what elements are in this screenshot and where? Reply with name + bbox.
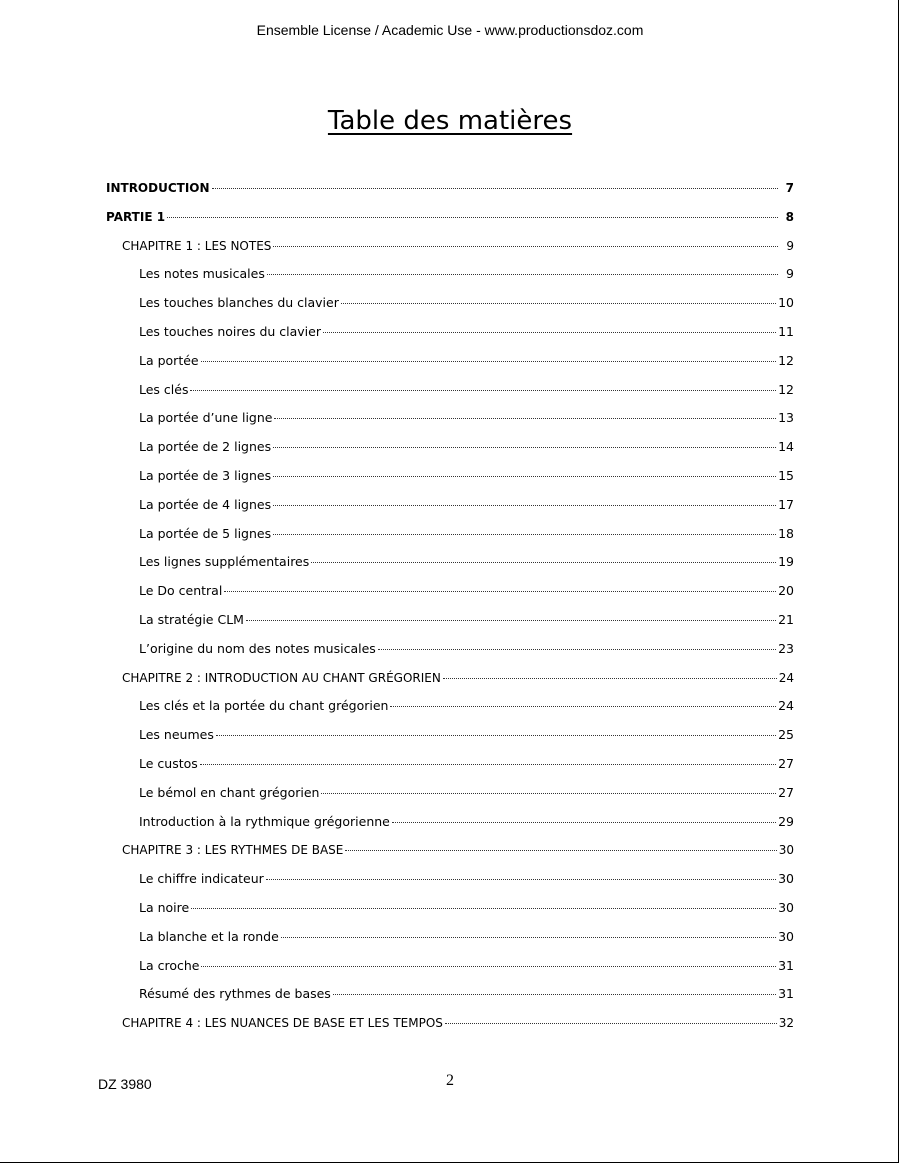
toc-entry-label: Le bémol en chant grégorien	[139, 784, 320, 800]
toc-dot-leader	[445, 1023, 777, 1024]
toc-entry-page: 30	[778, 871, 794, 887]
toc-entry[interactable]	[106, 433, 794, 462]
toc-entry[interactable]	[106, 952, 794, 981]
toc-entry-page: 12	[778, 352, 794, 368]
license-header: Ensemble License / Academic Use - www.productionsdoz.com	[256, 22, 644, 38]
toc-entry-page: 9	[786, 238, 794, 253]
toc-entry[interactable]	[106, 635, 794, 664]
toc-entry-label: La portée de 2 lignes	[139, 439, 272, 455]
toc-dot-leader	[191, 908, 776, 909]
toc-entry-label: La croche	[139, 957, 200, 973]
toc-entry-page: 23	[778, 640, 794, 656]
toc-entry-label: Les touches noires du clavier	[139, 323, 321, 339]
toc-entry[interactable]	[106, 692, 794, 721]
toc-entry[interactable]	[106, 923, 794, 952]
toc-dot-leader	[212, 188, 778, 189]
toc-entry[interactable]	[106, 174, 794, 203]
toc-entry[interactable]	[106, 462, 794, 491]
toc-entry-page: 9	[786, 266, 794, 282]
toc-entry-label: CHAPITRE 1 : LES NOTES	[122, 238, 272, 253]
toc-dot-leader	[443, 678, 777, 679]
toc-entry[interactable]	[106, 980, 794, 1009]
toc-dot-leader	[321, 793, 776, 794]
toc-entry-label: Les clés	[139, 381, 189, 397]
toc-entry[interactable]	[106, 260, 794, 289]
toc-entry[interactable]	[106, 376, 794, 405]
toc-entry[interactable]	[106, 232, 794, 261]
toc-entry[interactable]	[106, 836, 794, 865]
toc-entry-label: CHAPITRE 4 : LES NUANCES DE BASE ET LES TEMPOS	[122, 1016, 443, 1031]
toc-dot-leader	[190, 390, 776, 391]
toc-entry[interactable]	[106, 894, 794, 923]
toc-entry-label: L’origine du nom des notes musicales	[139, 640, 376, 656]
toc-dot-leader	[311, 562, 776, 563]
toc-entry[interactable]	[106, 289, 794, 318]
toc-dot-leader	[267, 274, 778, 275]
toc-entry[interactable]	[106, 318, 794, 347]
toc-entry-label: Le Do central	[139, 583, 223, 599]
toc-entry-label: La stratégie CLM	[139, 611, 244, 627]
toc-entry-label: La portée d’une ligne	[139, 410, 273, 426]
toc-dot-leader	[392, 822, 776, 823]
toc-entry-page: 19	[778, 554, 794, 570]
toc-entry-page: 7	[785, 181, 794, 195]
toc-entry-label: La portée de 4 lignes	[139, 496, 272, 512]
toc-entry-label: Introduction à la rythmique grégorienne	[139, 813, 390, 829]
toc-dot-leader	[323, 332, 776, 333]
toc-dot-leader	[274, 418, 776, 419]
page-title: Table des matières	[327, 106, 573, 136]
toc-entry-page: 18	[778, 525, 794, 541]
toc-entry-page: 14	[778, 439, 794, 455]
toc-entry-label: CHAPITRE 2 : INTRODUCTION AU CHANT GRÉGORIEN	[122, 670, 441, 685]
toc-entry-label: Les clés et la portée du chant grégorien	[139, 698, 389, 714]
toc-entry-page: 8	[785, 209, 794, 224]
toc-entry-page: 25	[778, 727, 794, 743]
toc-entry[interactable]	[106, 808, 794, 837]
toc-dot-leader	[345, 850, 776, 851]
toc-entry[interactable]	[106, 520, 794, 549]
toc-entry-label: La portée de 3 lignes	[139, 467, 272, 483]
toc-entry-page: 17	[778, 496, 794, 512]
toc-entry-page: 11	[778, 323, 794, 339]
toc-entry-label: Les lignes supplémentaires	[139, 554, 310, 570]
toc-entry[interactable]	[106, 750, 794, 779]
toc-entry-page: 21	[778, 611, 794, 627]
toc-entry-page: 31	[778, 957, 794, 973]
toc-entry-page: 12	[778, 381, 794, 397]
toc-dot-leader	[281, 937, 776, 938]
toc-entry-label: La portée	[139, 352, 199, 368]
toc-entry[interactable]	[106, 491, 794, 520]
toc-dot-leader	[378, 649, 776, 650]
page-number: 2	[446, 1072, 454, 1089]
toc-dot-leader	[266, 879, 776, 880]
table-of-contents	[106, 174, 794, 1038]
toc-entry-page: 30	[778, 843, 794, 858]
toc-entry[interactable]	[106, 404, 794, 433]
toc-entry-label: La portée de 5 lignes	[139, 525, 272, 541]
toc-entry[interactable]	[106, 664, 794, 693]
toc-entry-label: INTRODUCTION	[106, 181, 210, 195]
toc-entry-page: 27	[778, 784, 794, 800]
toc-entry-page: 24	[778, 670, 794, 685]
toc-entry[interactable]	[106, 577, 794, 606]
toc-entry-page: 10	[778, 295, 794, 311]
toc-entry-label: La blanche et la ronde	[139, 928, 279, 944]
toc-entry-label: Les neumes	[139, 727, 214, 743]
toc-dot-leader	[216, 735, 776, 736]
document-code: DZ 3980	[98, 1076, 152, 1092]
toc-entry[interactable]	[106, 779, 794, 808]
toc-dot-leader	[201, 361, 776, 362]
toc-entry-page: 15	[778, 467, 794, 483]
toc-dot-leader	[167, 217, 778, 218]
toc-dot-leader	[341, 303, 776, 304]
toc-entry-page: 27	[778, 755, 794, 771]
toc-dot-leader	[273, 534, 776, 535]
toc-entry-page: 32	[778, 1016, 794, 1031]
toc-entry[interactable]	[106, 1009, 794, 1038]
toc-entry[interactable]	[106, 865, 794, 894]
toc-entry-label: Résumé des rythmes de bases	[139, 986, 331, 1002]
toc-entry[interactable]	[106, 548, 794, 577]
toc-dot-leader	[390, 706, 776, 707]
toc-dot-leader	[273, 447, 776, 448]
toc-entry-page: 20	[778, 583, 794, 599]
toc-entry-page: 29	[778, 813, 794, 829]
toc-entry-page: 13	[778, 410, 794, 426]
toc-dot-leader	[224, 591, 776, 592]
toc-entry[interactable]	[106, 721, 794, 750]
toc-dot-leader	[333, 994, 776, 995]
toc-entry-page: 24	[778, 698, 794, 714]
toc-entry-label: Le custos	[139, 755, 198, 771]
toc-entry-label: Le chiffre indicateur	[139, 871, 264, 887]
toc-dot-leader	[201, 966, 776, 967]
toc-entry-page: 30	[778, 928, 794, 944]
toc-entry-label: La noire	[139, 899, 190, 915]
toc-entry-label: Les notes musicales	[139, 266, 265, 282]
toc-dot-leader	[200, 764, 776, 765]
toc-dot-leader	[273, 246, 778, 247]
toc-entry-label: PARTIE 1	[106, 209, 166, 224]
toc-entry-label: Les touches blanches du clavier	[139, 295, 339, 311]
toc-entry-page: 31	[778, 986, 794, 1002]
toc-entry[interactable]	[106, 203, 794, 232]
toc-entry-page: 30	[778, 899, 794, 915]
toc-dot-leader	[273, 476, 776, 477]
toc-dot-leader	[273, 505, 776, 506]
toc-dot-leader	[246, 620, 776, 621]
toc-entry-label: CHAPITRE 3 : LES RYTHMES DE BASE	[122, 843, 344, 858]
toc-entry[interactable]	[106, 347, 794, 376]
toc-entry[interactable]	[106, 606, 794, 635]
